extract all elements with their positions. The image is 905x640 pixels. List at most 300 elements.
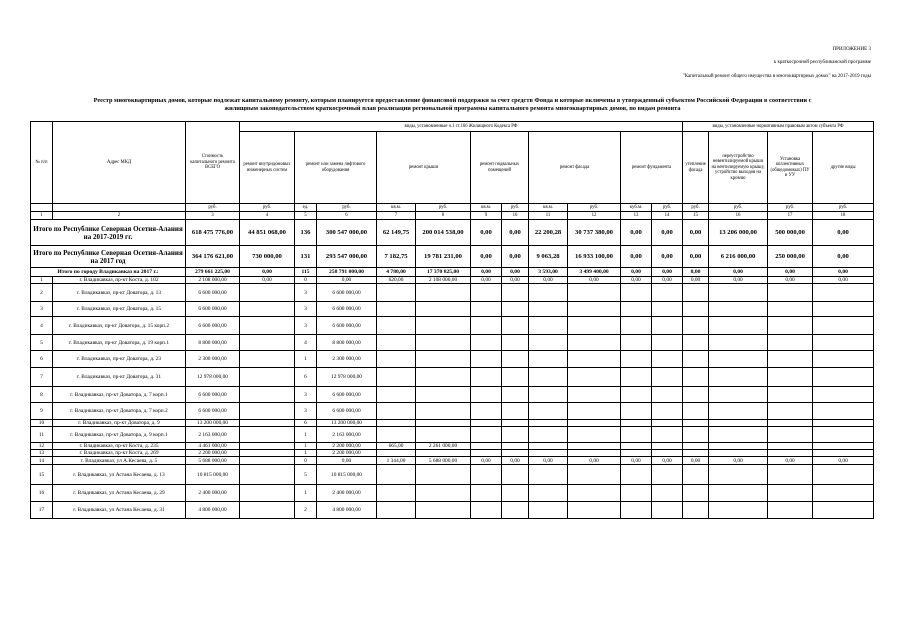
row-value-cell: 0,00 xyxy=(768,457,813,465)
total-value-cell: 500 000,00 xyxy=(768,220,813,246)
total-value-cell: 22 200,28 xyxy=(529,220,568,246)
row-value-cell xyxy=(813,351,874,368)
total-value-cell: 136 xyxy=(295,220,317,246)
row-value-cell xyxy=(813,502,874,519)
row-value-cell: 2 200 000,00 xyxy=(186,450,240,457)
column-number-cell: 17 xyxy=(768,212,813,220)
row-value-cell xyxy=(709,420,768,427)
row-value-cell xyxy=(768,284,813,302)
row-value-cell: 0,00 xyxy=(568,277,621,284)
row-value-cell: 620,00 xyxy=(377,277,416,284)
row-value-cell xyxy=(652,450,683,457)
row-value-cell xyxy=(416,502,471,519)
row-value-cell xyxy=(768,403,813,420)
row-value-cell xyxy=(683,351,709,368)
row-value-cell: 10 815 000,00 xyxy=(317,465,377,485)
table-row xyxy=(31,351,874,368)
row-value-cell xyxy=(377,427,416,443)
total-value-cell: 364 176 621,00 xyxy=(186,246,240,268)
row-number: 8 xyxy=(31,387,53,403)
row-value-cell: 3 xyxy=(295,302,317,317)
row-value-cell xyxy=(652,351,683,368)
row-value-cell: 0,00 xyxy=(813,277,874,284)
row-number: 11 xyxy=(31,427,53,443)
row-value-cell xyxy=(568,284,621,302)
row-value-cell xyxy=(813,317,874,335)
row-address: г. Владикавказ, пр-кт Доватора, д. 31 xyxy=(53,368,186,387)
row-value-cell xyxy=(377,284,416,302)
row-value-cell xyxy=(621,427,652,443)
table-row xyxy=(31,284,874,302)
row-value-cell xyxy=(813,465,874,485)
row-value-cell xyxy=(416,427,471,443)
row-value-cell xyxy=(377,368,416,387)
row-value-cell xyxy=(502,368,529,387)
total-value-cell: 62 149,75 xyxy=(377,220,416,246)
row-value-cell xyxy=(416,368,471,387)
row-value-cell xyxy=(652,368,683,387)
row-value-cell: 0,00 xyxy=(471,457,502,465)
col-other-header: другие виды xyxy=(813,132,874,204)
row-value-cell: 6 600 000,00 xyxy=(317,387,377,403)
row-value-cell xyxy=(709,335,768,351)
row-value-cell xyxy=(652,465,683,485)
col-num-header: № п/п xyxy=(31,122,53,204)
row-value-cell xyxy=(377,465,416,485)
row-value-cell xyxy=(709,502,768,519)
row-number: 5 xyxy=(31,335,53,351)
row-value-cell xyxy=(568,420,621,427)
table-row xyxy=(31,277,874,284)
row-value-cell xyxy=(652,284,683,302)
total-value-cell: 44 851 068,00 xyxy=(240,220,295,246)
row-value-cell xyxy=(240,387,295,403)
row-value-cell: 1 xyxy=(295,443,317,450)
row-value-cell: 2 200 000,00 xyxy=(317,443,377,450)
unit-cell: куб.м. xyxy=(621,204,652,212)
row-value-cell xyxy=(502,302,529,317)
row-value-cell xyxy=(240,450,295,457)
column-number-cell: 12 xyxy=(568,212,621,220)
row-value-cell xyxy=(377,450,416,457)
row-value-cell xyxy=(502,317,529,335)
row-number: 17 xyxy=(31,502,53,519)
row-value-cell xyxy=(377,502,416,519)
row-address: г. Владикавказ, пр-кт Доватора, д. 13 xyxy=(53,284,186,302)
row-number: 16 xyxy=(31,485,53,502)
row-value-cell xyxy=(377,387,416,403)
row-value-cell xyxy=(568,450,621,457)
row-value-cell xyxy=(240,427,295,443)
total-value-cell: 0,00 xyxy=(621,246,652,268)
total-value-cell: 0,00 xyxy=(683,268,709,277)
row-value-cell: 0,00 xyxy=(652,457,683,465)
column-number-cell: 15 xyxy=(683,212,709,220)
row-value-cell: 2 200 000,00 xyxy=(317,450,377,457)
table-row xyxy=(31,317,874,335)
col-roof-header: ремонт крыши xyxy=(377,132,471,204)
unit-cell: руб. xyxy=(502,204,529,212)
row-value-cell: 1 xyxy=(295,351,317,368)
row-value-cell xyxy=(621,335,652,351)
row-value-cell: 6 600 000,00 xyxy=(317,284,377,302)
row-value-cell xyxy=(813,420,874,427)
row-value-cell: 2 108 000,00 xyxy=(186,277,240,284)
row-value-cell xyxy=(529,427,568,443)
row-value-cell xyxy=(529,368,568,387)
row-value-cell xyxy=(621,284,652,302)
row-value-cell xyxy=(529,403,568,420)
row-value-cell: 12 978 000,00 xyxy=(317,368,377,387)
total-value-cell: 3 499 400,00 xyxy=(568,268,621,277)
row-value-cell xyxy=(240,351,295,368)
row-value-cell xyxy=(471,443,502,450)
appendix-program: к краткосрочной республиканской программе xyxy=(773,60,871,65)
total-value-cell: 0,00 xyxy=(621,268,652,277)
col-foundation-header: ремонт фундамента xyxy=(621,132,683,204)
row-value-cell xyxy=(652,427,683,443)
row-value-cell xyxy=(502,284,529,302)
appendix-program-name: "Капитальный ремонт общего имущества в многоквартирных домах" на 2017-2019 годы xyxy=(682,74,871,79)
document-title xyxy=(30,97,875,113)
row-value-cell xyxy=(471,284,502,302)
total-value-cell: 293 547 000,00 xyxy=(317,246,377,268)
row-value-cell: 0,00 xyxy=(471,277,502,284)
group-federal-header: виды, установленные ч.1 ст.166 Жилищного Кодекса РФ xyxy=(240,122,683,132)
row-value-cell xyxy=(471,420,502,427)
total-row xyxy=(31,268,874,277)
row-value-cell xyxy=(709,443,768,450)
unit-cell: руб. xyxy=(317,204,377,212)
row-value-cell xyxy=(768,387,813,403)
column-number-cell: 6 xyxy=(317,212,377,220)
row-address: г. Владикавказ, пр-кт Доватора, д. 15 xyxy=(53,302,186,317)
row-value-cell xyxy=(709,317,768,335)
row-value-cell: 1 xyxy=(295,427,317,443)
total-value-cell: 3 593,00 xyxy=(529,268,568,277)
row-value-cell: 0,00 xyxy=(683,457,709,465)
row-value-cell: 8 800 000,00 xyxy=(317,335,377,351)
row-value-cell xyxy=(240,403,295,420)
row-value-cell xyxy=(416,485,471,502)
column-number-cell: 9 xyxy=(471,212,502,220)
row-address: г. Владикавказ, пр-кт Доватора, д. 9 корп.1 xyxy=(53,427,186,443)
row-value-cell xyxy=(416,403,471,420)
unit-cell: руб. xyxy=(683,204,709,212)
table-row xyxy=(31,302,874,317)
total-value-cell: 0,00 xyxy=(768,268,813,277)
row-value-cell: 0,00 xyxy=(621,457,652,465)
row-value-cell xyxy=(529,420,568,427)
row-value-cell xyxy=(652,317,683,335)
row-value-cell: 5 688 000,00 xyxy=(416,457,471,465)
column-number-cell: 3 xyxy=(186,212,240,220)
row-value-cell: 0,00 xyxy=(317,457,377,465)
row-value-cell xyxy=(683,335,709,351)
unit-cell: руб. xyxy=(416,204,471,212)
row-value-cell xyxy=(529,450,568,457)
row-value-cell xyxy=(568,427,621,443)
row-value-cell xyxy=(502,443,529,450)
row-number: 10 xyxy=(31,420,53,427)
row-value-cell xyxy=(416,335,471,351)
row-value-cell: 5 688 000,00 xyxy=(186,457,240,465)
row-value-cell xyxy=(709,302,768,317)
unit-cell: руб. xyxy=(240,204,295,212)
row-value-cell xyxy=(768,351,813,368)
row-value-cell: 13 200 000,00 xyxy=(186,420,240,427)
row-value-cell xyxy=(768,465,813,485)
row-value-cell xyxy=(240,368,295,387)
total-value-cell: 19 781 231,00 xyxy=(416,246,471,268)
col-meters-header: Установка коллективных (общедомовых) ПУ и УУ xyxy=(768,132,813,204)
row-value-cell xyxy=(768,502,813,519)
row-value-cell xyxy=(813,387,874,403)
units-blank-2 xyxy=(53,204,186,212)
row-value-cell xyxy=(683,368,709,387)
row-value-cell: 3 xyxy=(295,284,317,302)
row-value-cell: 6 600 000,00 xyxy=(186,387,240,403)
row-value-cell xyxy=(621,387,652,403)
row-value-cell xyxy=(471,368,502,387)
row-value-cell: 10 815 000,00 xyxy=(186,465,240,485)
col-facade-header: ремонт фасада xyxy=(529,132,621,204)
unit-cell: кв.м. xyxy=(471,204,502,212)
row-value-cell xyxy=(768,485,813,502)
row-number: 15 xyxy=(31,465,53,485)
row-value-cell xyxy=(377,485,416,502)
row-value-cell: 0,00 xyxy=(621,277,652,284)
row-address: г. Владикавказ, ул А.Кесаева, д. 5 xyxy=(53,457,186,465)
row-value-cell xyxy=(471,403,502,420)
row-value-cell xyxy=(529,284,568,302)
row-value-cell xyxy=(568,443,621,450)
row-value-cell: 6 600 000,00 xyxy=(186,302,240,317)
row-value-cell xyxy=(652,485,683,502)
row-value-cell xyxy=(240,302,295,317)
row-value-cell xyxy=(621,302,652,317)
row-value-cell: 1 344,00 xyxy=(377,457,416,465)
total-value-cell: 115 xyxy=(295,268,317,277)
total-value-cell: 0,00 xyxy=(683,246,709,268)
row-value-cell: 0,00 xyxy=(709,277,768,284)
row-value-cell xyxy=(377,317,416,335)
total-value-cell: 13 206 000,00 xyxy=(709,220,768,246)
row-value-cell: 8 800 000,00 xyxy=(186,335,240,351)
row-value-cell: 0,00 xyxy=(502,457,529,465)
row-value-cell xyxy=(813,302,874,317)
row-value-cell xyxy=(240,317,295,335)
row-value-cell xyxy=(683,403,709,420)
row-value-cell xyxy=(568,335,621,351)
row-address: г. Владикавказ, ул Астана Кесаева, д. 29 xyxy=(53,485,186,502)
row-value-cell: 4 800 000,00 xyxy=(317,502,377,519)
total-value-cell: 0,00 xyxy=(652,220,683,246)
row-value-cell xyxy=(568,351,621,368)
row-value-cell xyxy=(471,335,502,351)
row-value-cell: 2 300 000,00 xyxy=(186,351,240,368)
row-value-cell xyxy=(471,351,502,368)
table-row xyxy=(31,450,874,457)
row-address: г. Владикавказ, пр-кт Доватора, д. 23 xyxy=(53,351,186,368)
appendix-subtitle xyxy=(774,60,871,66)
row-value-cell: 0 xyxy=(295,457,317,465)
registry-table xyxy=(30,121,874,519)
row-value-cell xyxy=(621,485,652,502)
row-value-cell: 0,00 xyxy=(652,277,683,284)
total-value-cell: 0,00 xyxy=(471,220,502,246)
row-value-cell: 665,00 xyxy=(377,443,416,450)
total-value-cell: 0,00 xyxy=(813,268,874,277)
row-value-cell xyxy=(683,502,709,519)
row-value-cell xyxy=(471,450,502,457)
row-value-cell: 6 xyxy=(295,368,317,387)
total-value-cell: 0,00 xyxy=(471,246,502,268)
row-value-cell xyxy=(529,465,568,485)
row-value-cell xyxy=(529,485,568,502)
unit-cell: руб. xyxy=(186,204,240,212)
row-value-cell xyxy=(813,403,874,420)
row-value-cell xyxy=(568,403,621,420)
row-address: г. Владикавказ, пр-кт Коста, д. 235 xyxy=(53,443,186,450)
row-value-cell: 0,00 xyxy=(529,457,568,465)
row-value-cell xyxy=(416,284,471,302)
unit-cell: руб. xyxy=(568,204,621,212)
unit-cell: кв.м. xyxy=(529,204,568,212)
row-value-cell xyxy=(709,427,768,443)
total-value-cell: 0,00 xyxy=(502,268,529,277)
total-value-cell: 300 547 000,00 xyxy=(317,220,377,246)
row-value-cell xyxy=(813,368,874,387)
table-row xyxy=(31,465,874,485)
row-value-cell xyxy=(683,284,709,302)
total-row xyxy=(31,246,874,268)
row-value-cell xyxy=(621,502,652,519)
column-number-cell: 16 xyxy=(709,212,768,220)
unit-cell: руб. xyxy=(709,204,768,212)
total-value-cell: 131 xyxy=(295,246,317,268)
total-value-cell: 258 791 000,00 xyxy=(317,268,377,277)
row-value-cell xyxy=(683,443,709,450)
row-number: 12 xyxy=(31,443,53,450)
row-value-cell: 3 xyxy=(295,387,317,403)
row-value-cell xyxy=(416,302,471,317)
total-value-cell: 9 063,28 xyxy=(529,246,568,268)
row-value-cell xyxy=(568,368,621,387)
row-value-cell xyxy=(709,351,768,368)
column-number-cell: 5 xyxy=(295,212,317,220)
row-value-cell xyxy=(568,502,621,519)
unit-cell: руб. xyxy=(813,204,874,212)
total-value-cell: 30 737 380,00 xyxy=(568,220,621,246)
row-value-cell xyxy=(652,387,683,403)
row-value-cell xyxy=(377,403,416,420)
row-number: 7 xyxy=(31,368,53,387)
row-value-cell xyxy=(377,351,416,368)
row-value-cell xyxy=(240,465,295,485)
row-value-cell xyxy=(471,502,502,519)
row-value-cell xyxy=(416,420,471,427)
row-value-cell xyxy=(813,284,874,302)
row-value-cell xyxy=(709,284,768,302)
table-row xyxy=(31,368,874,387)
row-value-cell: 2 108 000,00 xyxy=(416,277,471,284)
row-value-cell xyxy=(709,450,768,457)
row-value-cell xyxy=(529,502,568,519)
row-value-cell xyxy=(652,302,683,317)
row-value-cell: 6 600 000,00 xyxy=(186,284,240,302)
column-number-cell: 8 xyxy=(416,212,471,220)
total-value-cell: 200 014 538,00 xyxy=(416,220,471,246)
row-value-cell xyxy=(416,317,471,335)
row-value-cell xyxy=(709,387,768,403)
row-value-cell xyxy=(240,335,295,351)
row-value-cell: 2 163 000,00 xyxy=(186,427,240,443)
row-value-cell: 2 300 000,00 xyxy=(317,351,377,368)
total-row xyxy=(31,220,874,246)
table-row xyxy=(31,403,874,420)
row-value-cell: 6 600 000,00 xyxy=(317,317,377,335)
total-value-cell: 0,00 xyxy=(683,220,709,246)
row-value-cell: 6 600 000,00 xyxy=(317,302,377,317)
column-number-cell: 14 xyxy=(652,212,683,220)
row-value-cell: 2 163 000,00 xyxy=(317,427,377,443)
row-address: г. Владикавказ, пр-кт Доватора, д. 7 корп.1 xyxy=(53,387,186,403)
table-row xyxy=(31,457,874,465)
row-value-cell xyxy=(768,368,813,387)
row-value-cell xyxy=(813,485,874,502)
row-value-cell xyxy=(683,465,709,485)
row-value-cell xyxy=(652,443,683,450)
total-label: Итого по Республике Северная Осетия-Алания на 2017 год xyxy=(31,246,186,268)
row-value-cell xyxy=(240,502,295,519)
row-value-cell xyxy=(683,427,709,443)
column-number-cell: 1 xyxy=(31,212,53,220)
total-value-cell: 7 182,75 xyxy=(377,246,416,268)
group-regional-header: виды, установленные нормативным правовым актом субъекта РФ xyxy=(683,122,874,132)
row-value-cell xyxy=(240,485,295,502)
row-value-cell xyxy=(471,485,502,502)
row-value-cell xyxy=(529,351,568,368)
row-value-cell xyxy=(529,387,568,403)
row-address: г. Владикавказ, пр-кт Доватора, д. 15 корп.2 xyxy=(53,317,186,335)
row-value-cell xyxy=(416,351,471,368)
row-value-cell: 2 400 000,00 xyxy=(186,485,240,502)
row-value-cell: 0,00 xyxy=(768,277,813,284)
row-value-cell xyxy=(621,351,652,368)
row-value-cell xyxy=(813,450,874,457)
row-value-cell xyxy=(621,317,652,335)
total-value-cell: 0,00 xyxy=(621,220,652,246)
row-value-cell xyxy=(768,427,813,443)
row-value-cell xyxy=(652,420,683,427)
row-value-cell xyxy=(502,420,529,427)
column-number-cell: 13 xyxy=(621,212,652,220)
row-value-cell xyxy=(621,443,652,450)
row-number: 1 xyxy=(31,277,53,284)
row-value-cell xyxy=(768,335,813,351)
row-value-cell: 6 600 000,00 xyxy=(186,403,240,420)
row-value-cell: 2 261 000,00 xyxy=(416,443,471,450)
document-title-line2: жилищным законодательством краткосрочный план реализации региональной программы капитального ремонта многоквартирных домов, по видам ремонта xyxy=(224,105,681,112)
column-number-cell: 10 xyxy=(502,212,529,220)
table-row xyxy=(31,420,874,427)
row-value-cell xyxy=(768,443,813,450)
row-value-cell: 0,00 xyxy=(529,277,568,284)
table-row xyxy=(31,485,874,502)
row-number: 9 xyxy=(31,403,53,420)
table-row xyxy=(31,387,874,403)
